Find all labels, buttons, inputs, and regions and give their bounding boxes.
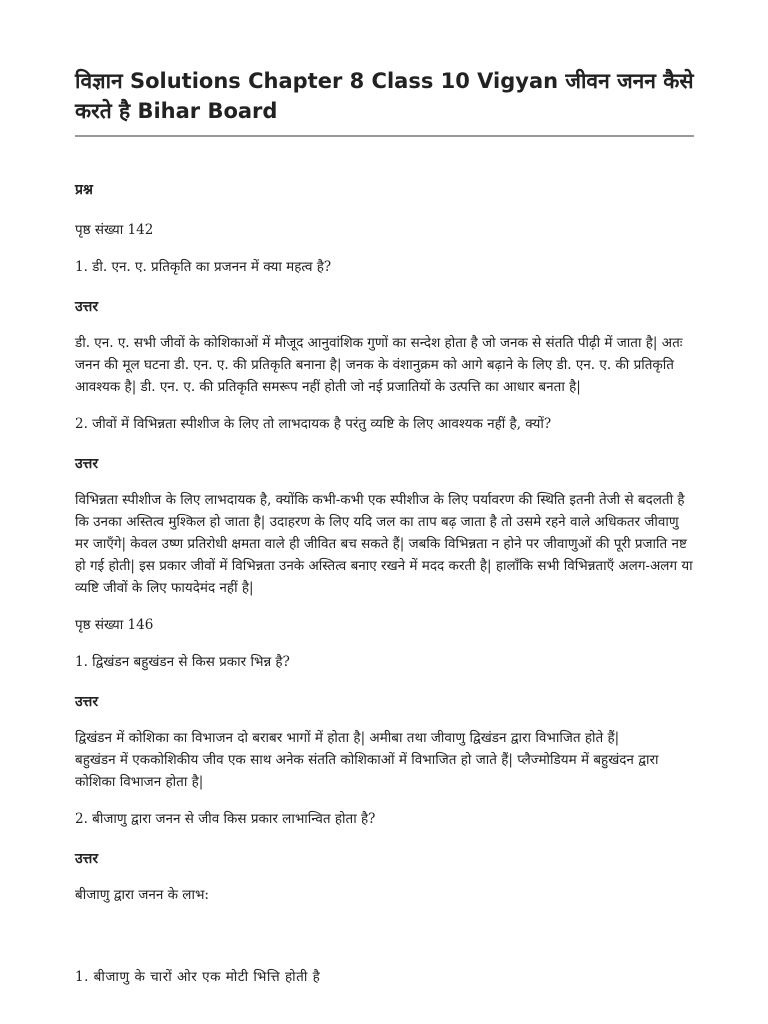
document-content	[75, 180, 695, 906]
page-number-label: पृष्ठ संख्या 142	[75, 222, 154, 238]
answer-heading: उत्तर	[75, 299, 99, 315]
answer-paragraph: डी. एन. ए. सभी जीवों के कोशिकाओं में मौजूद आनुवांशिक गुणों का सन्देश होता है जो जनक से संतति पीढ़ी में जाता है| अतः जनन की मूल घटना डी. एन. ए. की प्रतिकृति बनाना है| जनक के वंशानुक्रम को आगे बढ़ाने के लिए डी. एन. ए. की प्रतिकृति आवश्यक है| डी. एन. ए. की प्रतिकृति समरूप नहीं होती जो नई प्रजातियों के उत्पत्ति का आधार बनता है|	[75, 335, 683, 395]
page-number-label: पृष्ठ संख्या 146	[75, 617, 154, 633]
question-text: 2. जीवों में विभिन्नता स्पीशीज के लिए तो लाभदायक है परंतु व्यष्टि के लिए आवश्यक नहीं है, क्यों?	[75, 416, 552, 432]
answer-paragraph: बीजाणु द्वारा जनन के लाभ:	[75, 887, 209, 903]
question-text: 1. द्विखंडन बहुखंडन से किस प्रकार भिन्न है?	[75, 654, 290, 670]
answer-paragraph: द्विखंडन में कोशिका का विभाजन दो बराबर भागों में होता है| अमीबा तथा जीवाणु द्विखंडन द्वारा विभाजित होते हैं|	[75, 730, 620, 746]
title-divider	[75, 135, 694, 137]
question-text: 2. बीजाणु द्वारा जनन से जीव किस प्रकार लाभान्वित होता है?	[75, 811, 376, 827]
cutoff-text: 1. बीजाणु के चारों ओर एक मोटी भित्ति होती है	[75, 969, 321, 985]
cutoff-text-line	[75, 962, 375, 985]
question-text: 1. डी. एन. ए. प्रतिकृति का प्रजनन में क्या महत्व है?	[75, 259, 332, 275]
answer-heading: उत्तर	[75, 456, 99, 472]
document-page	[75, 66, 695, 906]
answer-paragraph: बहुखंडन में एककोशिकीय जीव एक साथ अनेक संतति कोशिकाओं में विभाजित हो जाते हैं| प्लैज्मोडियम में बहुखंदन द्वारा कोशिका विभाजन होता है|	[75, 752, 659, 790]
answer-heading: उत्तर	[75, 694, 99, 710]
answer-heading: उत्तर	[75, 851, 99, 867]
section-heading-question: प्रश्न	[75, 182, 93, 198]
answer-paragraph: विभिन्नता स्पीशीज के लिए लाभदायक है, क्योंकि कभी-कभी एक स्पीशीज के लिए पर्यावरण की स्थिति इतनी तेजी से बदलती है कि उनका अस्तित्व मुश्किल हो जाता है| उदाहरण के लिए यदि जल का ताप बढ़ जाता है तो उसमे रहने वाले अधिकतर जीवाणु मर जाएँगे| केवल उष्ण प्रतिरोधी क्षमता वाले ही जीवित बच सकते हैं| जबकि विभिन्नता न होने पर जीवाणुओं की पूरी प्रजाति नष्ट हो गई होती| इस प्रकार जीवों में विभिन्नता उनके अस्तित्व बनाए रखने में मदद करती है| हालाँकि सभी विभिन्नताएँ अलग-अलग या व्यष्टि जीवों के लिए फायदेमंद नहीं है|	[75, 492, 693, 596]
page-title: विज्ञान Solutions Chapter 8 Class 10 Vigyan जीवन जनन कैसे करते है Bihar Board	[75, 69, 694, 123]
